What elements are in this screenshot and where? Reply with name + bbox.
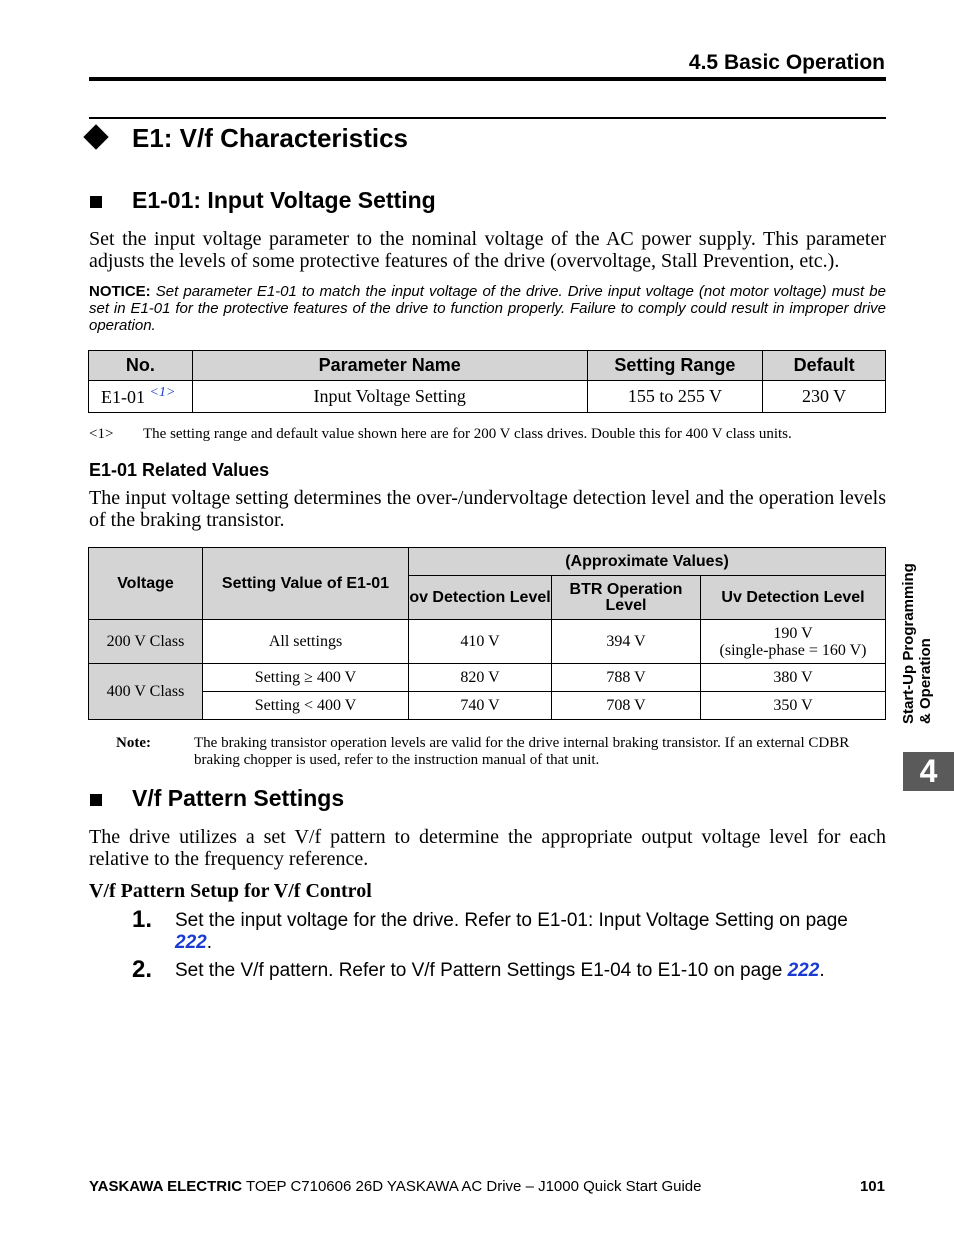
side-label-line-2: & Operation [917, 638, 934, 724]
e1-01-heading: E1-01: Input Voltage Setting [132, 187, 436, 213]
notice-block [89, 283, 886, 334]
step-1-text: Set the input voltage for the drive. Refer to E1-01: Input Voltage Setting on page [175, 910, 848, 931]
vf-subheading: V/f Pattern Setup for V/f Control [89, 880, 372, 902]
cell-setting-all: All settings [203, 620, 409, 664]
diamond-bullet-icon [83, 124, 108, 149]
col-header-btr: BTR Operation Level [552, 576, 701, 620]
step-1-number: 1. [132, 906, 153, 933]
col-header-default: Default [763, 351, 886, 381]
header-rule [89, 77, 886, 81]
step-2-end: . [819, 960, 825, 981]
col-header-name: Parameter Name [192, 351, 587, 381]
cell-ov-410: 410 V [409, 620, 552, 664]
cell-no [89, 381, 193, 413]
col-header-no: No. [89, 351, 193, 381]
cell-btr-788: 788 V [552, 664, 701, 692]
cell-voltage-400: 400 V Class [89, 664, 203, 720]
page-number: 101 [859, 1178, 885, 1195]
square-bullet-icon [90, 794, 102, 806]
step-1-end: . [206, 932, 212, 953]
col-header-voltage: Voltage [89, 548, 203, 620]
col-header-setting: Setting Value of E1-01 [203, 548, 409, 620]
cell-uv-380: 380 V [701, 664, 886, 692]
chapter-tab[interactable]: 4 [903, 752, 954, 791]
note-label: Note: [116, 735, 151, 751]
footer-brand: YASKAWA ELECTRIC [89, 1178, 243, 1195]
uv-190-value: 190 V [773, 624, 813, 642]
step-2 [175, 960, 875, 982]
step-1-page-link[interactable]: 222 [175, 932, 207, 953]
cell-default: 230 V [763, 381, 886, 413]
cell-setting-lt-400: Setting < 400 V [203, 692, 409, 720]
param-number: E1-01 [101, 387, 145, 407]
chapter-side-label [900, 524, 934, 724]
page-footer [89, 1178, 885, 1195]
cell-ov-740: 740 V [409, 692, 552, 720]
footer-doc: TOEP C710606 26D YASKAWA AC Drive – J1000 Quick Start Guide [245, 1178, 702, 1195]
uv-single-phase: (single-phase = 160 V) [719, 641, 867, 659]
running-header: 4.5 Basic Operation [688, 51, 885, 74]
notice-label: NOTICE: [89, 283, 151, 300]
col-header-approx: (Approximate Values) [409, 548, 886, 576]
step-2-page-link[interactable]: 222 [787, 960, 820, 981]
col-header-uv: Uv Detection Level [701, 576, 886, 620]
vf-body: The drive utilizes a set V/f pattern to determine the appropriate output voltage level for each relative to the frequency reference. [89, 826, 886, 870]
related-heading: E1-01 Related Values [89, 460, 270, 480]
cell-ov-820: 820 V [409, 664, 552, 692]
cell-voltage-200: 200 V Class [89, 620, 203, 664]
note-text: The braking transistor operation levels are valid for the drive internal braking transistor. If an external CDBR braking chopper is used, refer to the instruction manual of that unit. [194, 735, 850, 768]
step-1 [175, 910, 875, 954]
e1-01-body: Set the input voltage parameter to the nominal voltage of the AC power supply. This parameter adjusts the levels of some protective features of the drive (overvoltage, Stall Prevention, etc.). [89, 228, 886, 272]
parameter-table [88, 350, 886, 413]
cell-range: 155 to 255 V [587, 381, 763, 413]
cell-btr-708: 708 V [552, 692, 701, 720]
cell-uv-190 [701, 620, 886, 664]
footnote-mark: <1> [89, 426, 114, 442]
side-label-line-1: Start-Up Programming [900, 563, 917, 724]
notice-text: Set parameter E1-01 to match the input voltage of the drive. Drive input voltage (not motor voltage) must be set in E1-01 for the protective features of the drive to function properly. Failure to comply could result in improper drive operation. [89, 283, 886, 334]
step-2-number: 2. [132, 956, 153, 983]
square-bullet-icon [90, 196, 102, 208]
col-header-ov: ov Detection Level [409, 576, 552, 620]
cell-uv-350: 350 V [701, 692, 886, 720]
step-2-text: Set the V/f pattern. Refer to V/f Pattern Settings E1-04 to E1-10 on page [175, 960, 783, 981]
cell-name: Input Voltage Setting [192, 381, 587, 413]
footnote-text: The setting range and default value shown here are for 200 V class drives. Double this for 400 V class units. [143, 426, 792, 442]
section-rule [89, 117, 886, 119]
related-values-table [88, 547, 886, 720]
section-title: E1: V/f Characteristics [132, 123, 409, 153]
cell-setting-ge-400: Setting ≥ 400 V [203, 664, 409, 692]
col-header-range: Setting Range [587, 351, 763, 381]
vf-heading: V/f Pattern Settings [132, 785, 345, 811]
footnote-link[interactable]: <1> [149, 385, 176, 400]
cell-btr-394: 394 V [552, 620, 701, 664]
related-body: The input voltage setting determines the over-/undervoltage detection level and the operation levels of the braking transistor. [89, 487, 886, 531]
